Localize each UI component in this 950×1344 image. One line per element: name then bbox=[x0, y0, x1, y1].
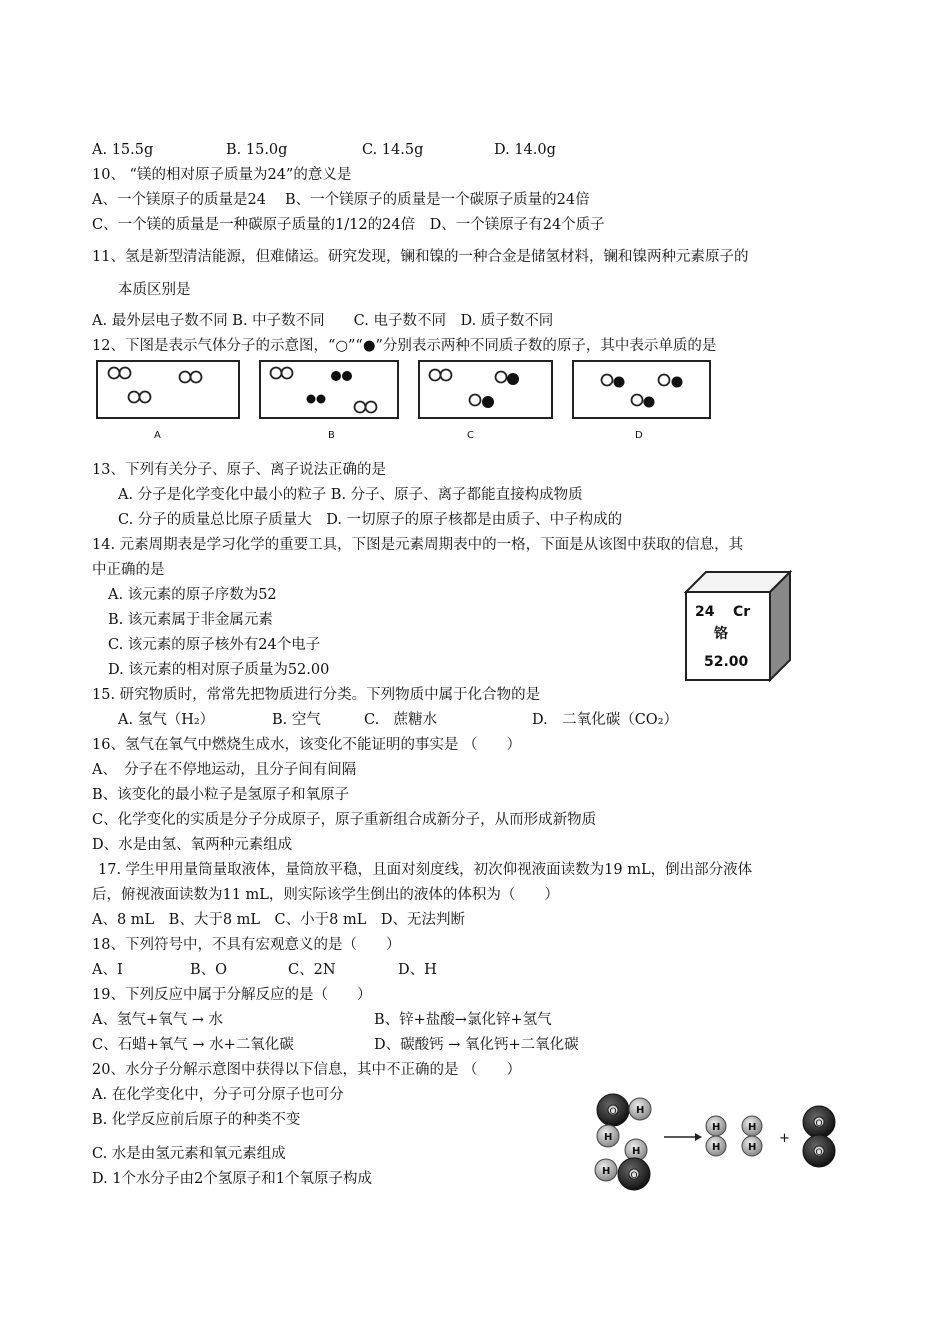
periodic-table-cell bbox=[684, 570, 796, 684]
q17-stem: 17. 学生甲用量筒量取液体，量筒放平稳，且面对刻度线，初次仰视液面读数为19 mL，倒出部分液体 bbox=[98, 862, 753, 878]
q16-stem: 16、氢气在氧气中燃烧生成水，该变化不能证明的事实是 （ ） bbox=[92, 737, 522, 753]
q12-stem: 12、下图是表示气体分子的示意图，“○”“●”分别表示两种不同质子数的原子，其中表示单质的是 bbox=[92, 338, 717, 354]
q18-option-d: D、H bbox=[398, 962, 437, 978]
q15-option-b: B. 空气 bbox=[272, 712, 321, 728]
q14-stem: 14. 元素周期表是学习化学的重要工具，下图是元素周期表中的一格，下面是从该图中获取的信息，其 bbox=[92, 537, 744, 553]
q12-box-d bbox=[573, 361, 710, 418]
q11-stem: 11、氢是新型清洁能源，但难储运。研究发现，镧和镍的一种合金是储氢材料，镧和镍两种元素原子的 bbox=[92, 249, 749, 265]
q14-option-c: C. 该元素的原子核外有24个电子 bbox=[108, 637, 321, 653]
q10-options-line2: C、一个镁的质量是一种碳原子质量的1/12的24倍 D、一个镁原子有24个质子 bbox=[92, 217, 605, 233]
q20-stem: 20、水分子分解示意图中获得以下信息，其中不正确的是 （ ） bbox=[92, 1062, 522, 1078]
q18-options bbox=[92, 961, 437, 979]
element-name: 铬 bbox=[714, 626, 728, 642]
q19-option-a: A、氢气+氧气 → 水 bbox=[92, 1012, 223, 1028]
q19-option-d: D、碳酸钙 → 氧化钙+二氧化碳 bbox=[374, 1037, 579, 1053]
svg-text:O: O bbox=[630, 1171, 638, 1181]
q14-option-a: A. 该元素的原子序数为52 bbox=[108, 587, 277, 603]
q16-option-b: B、该变化的最小粒子是氢原子和氧原子 bbox=[92, 787, 350, 803]
svg-text:O: O bbox=[609, 1107, 617, 1117]
q11-options: A. 最外层电子数不同 B. 中子数不同 C. 电子数不同 D. 质子数不同 bbox=[92, 313, 554, 329]
q18-option-b: B、O bbox=[190, 962, 228, 978]
q9-option-a: A. 15.5g bbox=[92, 142, 154, 158]
q9-options bbox=[92, 141, 556, 159]
q12-label-b: B bbox=[328, 430, 335, 441]
svg-text:O: O bbox=[815, 1148, 823, 1158]
svg-text:H: H bbox=[712, 1142, 721, 1153]
q13-options-line1: A. 分子是化学变化中最小的粒子 B. 分子、原子、离子都能直接构成物质 bbox=[118, 487, 583, 503]
q16-option-d: D、水是由氢、氧两种元素组成 bbox=[92, 837, 293, 853]
q15-stem: 15. 研究物质时，常常先把物质进行分类。下列物质中属于化合物的是 bbox=[92, 687, 541, 703]
svg-text:H: H bbox=[602, 1166, 611, 1177]
q9-option-d: D. 14.0g bbox=[494, 142, 556, 158]
svg-text:O: O bbox=[815, 1119, 823, 1129]
q15-option-a: A. 氢气（H₂） bbox=[118, 712, 215, 728]
reaction-arrow bbox=[664, 1133, 702, 1141]
q17-stem-continued: 后，俯视液面读数为11 mL，则实际该学生倒出的液体的体积为（ ） bbox=[92, 887, 559, 903]
q13-stem: 13、下列有关分子、原子、离子说法正确的是 bbox=[92, 462, 386, 478]
q9-option-b: B. 15.0g bbox=[226, 142, 288, 158]
q15-options bbox=[118, 711, 678, 729]
q11-stem-continued: 本质区别是 bbox=[118, 282, 191, 298]
svg-text:H: H bbox=[748, 1142, 757, 1153]
q18-option-a: A、I bbox=[92, 962, 123, 978]
svg-text:H: H bbox=[604, 1132, 613, 1143]
element-symbol: Cr bbox=[733, 604, 751, 620]
q9-option-c: C. 14.5g bbox=[362, 142, 424, 158]
q10-options-line1: A、一个镁原子的质量是24 B、一个镁原子的质量是一个碳原子质量的24倍 bbox=[92, 192, 590, 208]
water-molecule-2 bbox=[595, 1139, 650, 1190]
q13-options-line2: C. 分子的质量总比原子质量大 D. 一切原子的原子核都是由质子、中子构成的 bbox=[118, 512, 623, 528]
svg-text:H: H bbox=[712, 1122, 721, 1133]
q16-option-c: C、化学变化的实质是分子分成原子，原子重新组合成新分子，从而形成新物质 bbox=[92, 812, 597, 828]
q12-label-c: C bbox=[467, 430, 474, 441]
q20-option-a: A. 在化学变化中，分子可分原子也可分 bbox=[92, 1087, 344, 1103]
q18-stem: 18、下列符号中，不具有宏观意义的是（ ） bbox=[92, 937, 401, 953]
hydrogen-molecules bbox=[706, 1116, 762, 1156]
q15-option-d: D. 二氧化碳（CO₂） bbox=[532, 712, 679, 728]
q20-option-c: C. 水是由氢元素和氧元素组成 bbox=[92, 1146, 286, 1162]
q12-box-c bbox=[419, 361, 552, 418]
q12-label-d: D bbox=[635, 430, 643, 441]
q10-stem: 10、 “镁的相对原子质量为24”的意义是 bbox=[92, 167, 352, 183]
element-atomic-mass: 52.00 bbox=[704, 654, 749, 670]
oxygen-molecule bbox=[803, 1106, 835, 1167]
q12-label-a: A bbox=[154, 430, 161, 441]
q18-option-c: C、2N bbox=[288, 962, 336, 978]
q17-options: A、8 mL B、大于8 mL C、小于8 mL D、无法判断 bbox=[92, 912, 465, 928]
q19-option-c: C、石蜡+氧气 → 水+二氧化碳 bbox=[92, 1037, 294, 1053]
svg-text:H: H bbox=[636, 1105, 645, 1116]
water-decomposition-diagram bbox=[578, 1088, 888, 1200]
svg-text:H: H bbox=[748, 1122, 757, 1133]
q14-option-b: B. 该元素属于非金属元素 bbox=[108, 612, 273, 628]
element-atomic-number: 24 bbox=[695, 604, 715, 620]
q16-option-a: A、 分子在不停地运动，且分子间有间隔 bbox=[92, 762, 357, 778]
q20-option-d: D. 1个水分子由2个氢原子和1个氧原子构成 bbox=[92, 1171, 373, 1187]
q15-option-c: C. 蔗糖水 bbox=[364, 712, 438, 728]
q19-stem: 19、下列反应中属于分解反应的是（ ） bbox=[92, 987, 372, 1003]
svg-text:H: H bbox=[632, 1146, 641, 1157]
q14-option-d: D. 该元素的相对原子质量为52.00 bbox=[108, 662, 330, 678]
water-molecule-1 bbox=[597, 1094, 651, 1147]
q19-option-b: B、锌+盐酸→氯化锌+氢气 bbox=[374, 1012, 552, 1028]
plus-sign: + bbox=[779, 1131, 790, 1146]
q14-stem-continued: 中正确的是 bbox=[92, 562, 165, 578]
q12-molecule-figure bbox=[92, 356, 732, 446]
q20-option-b: B. 化学反应前后原子的种类不变 bbox=[92, 1112, 301, 1128]
